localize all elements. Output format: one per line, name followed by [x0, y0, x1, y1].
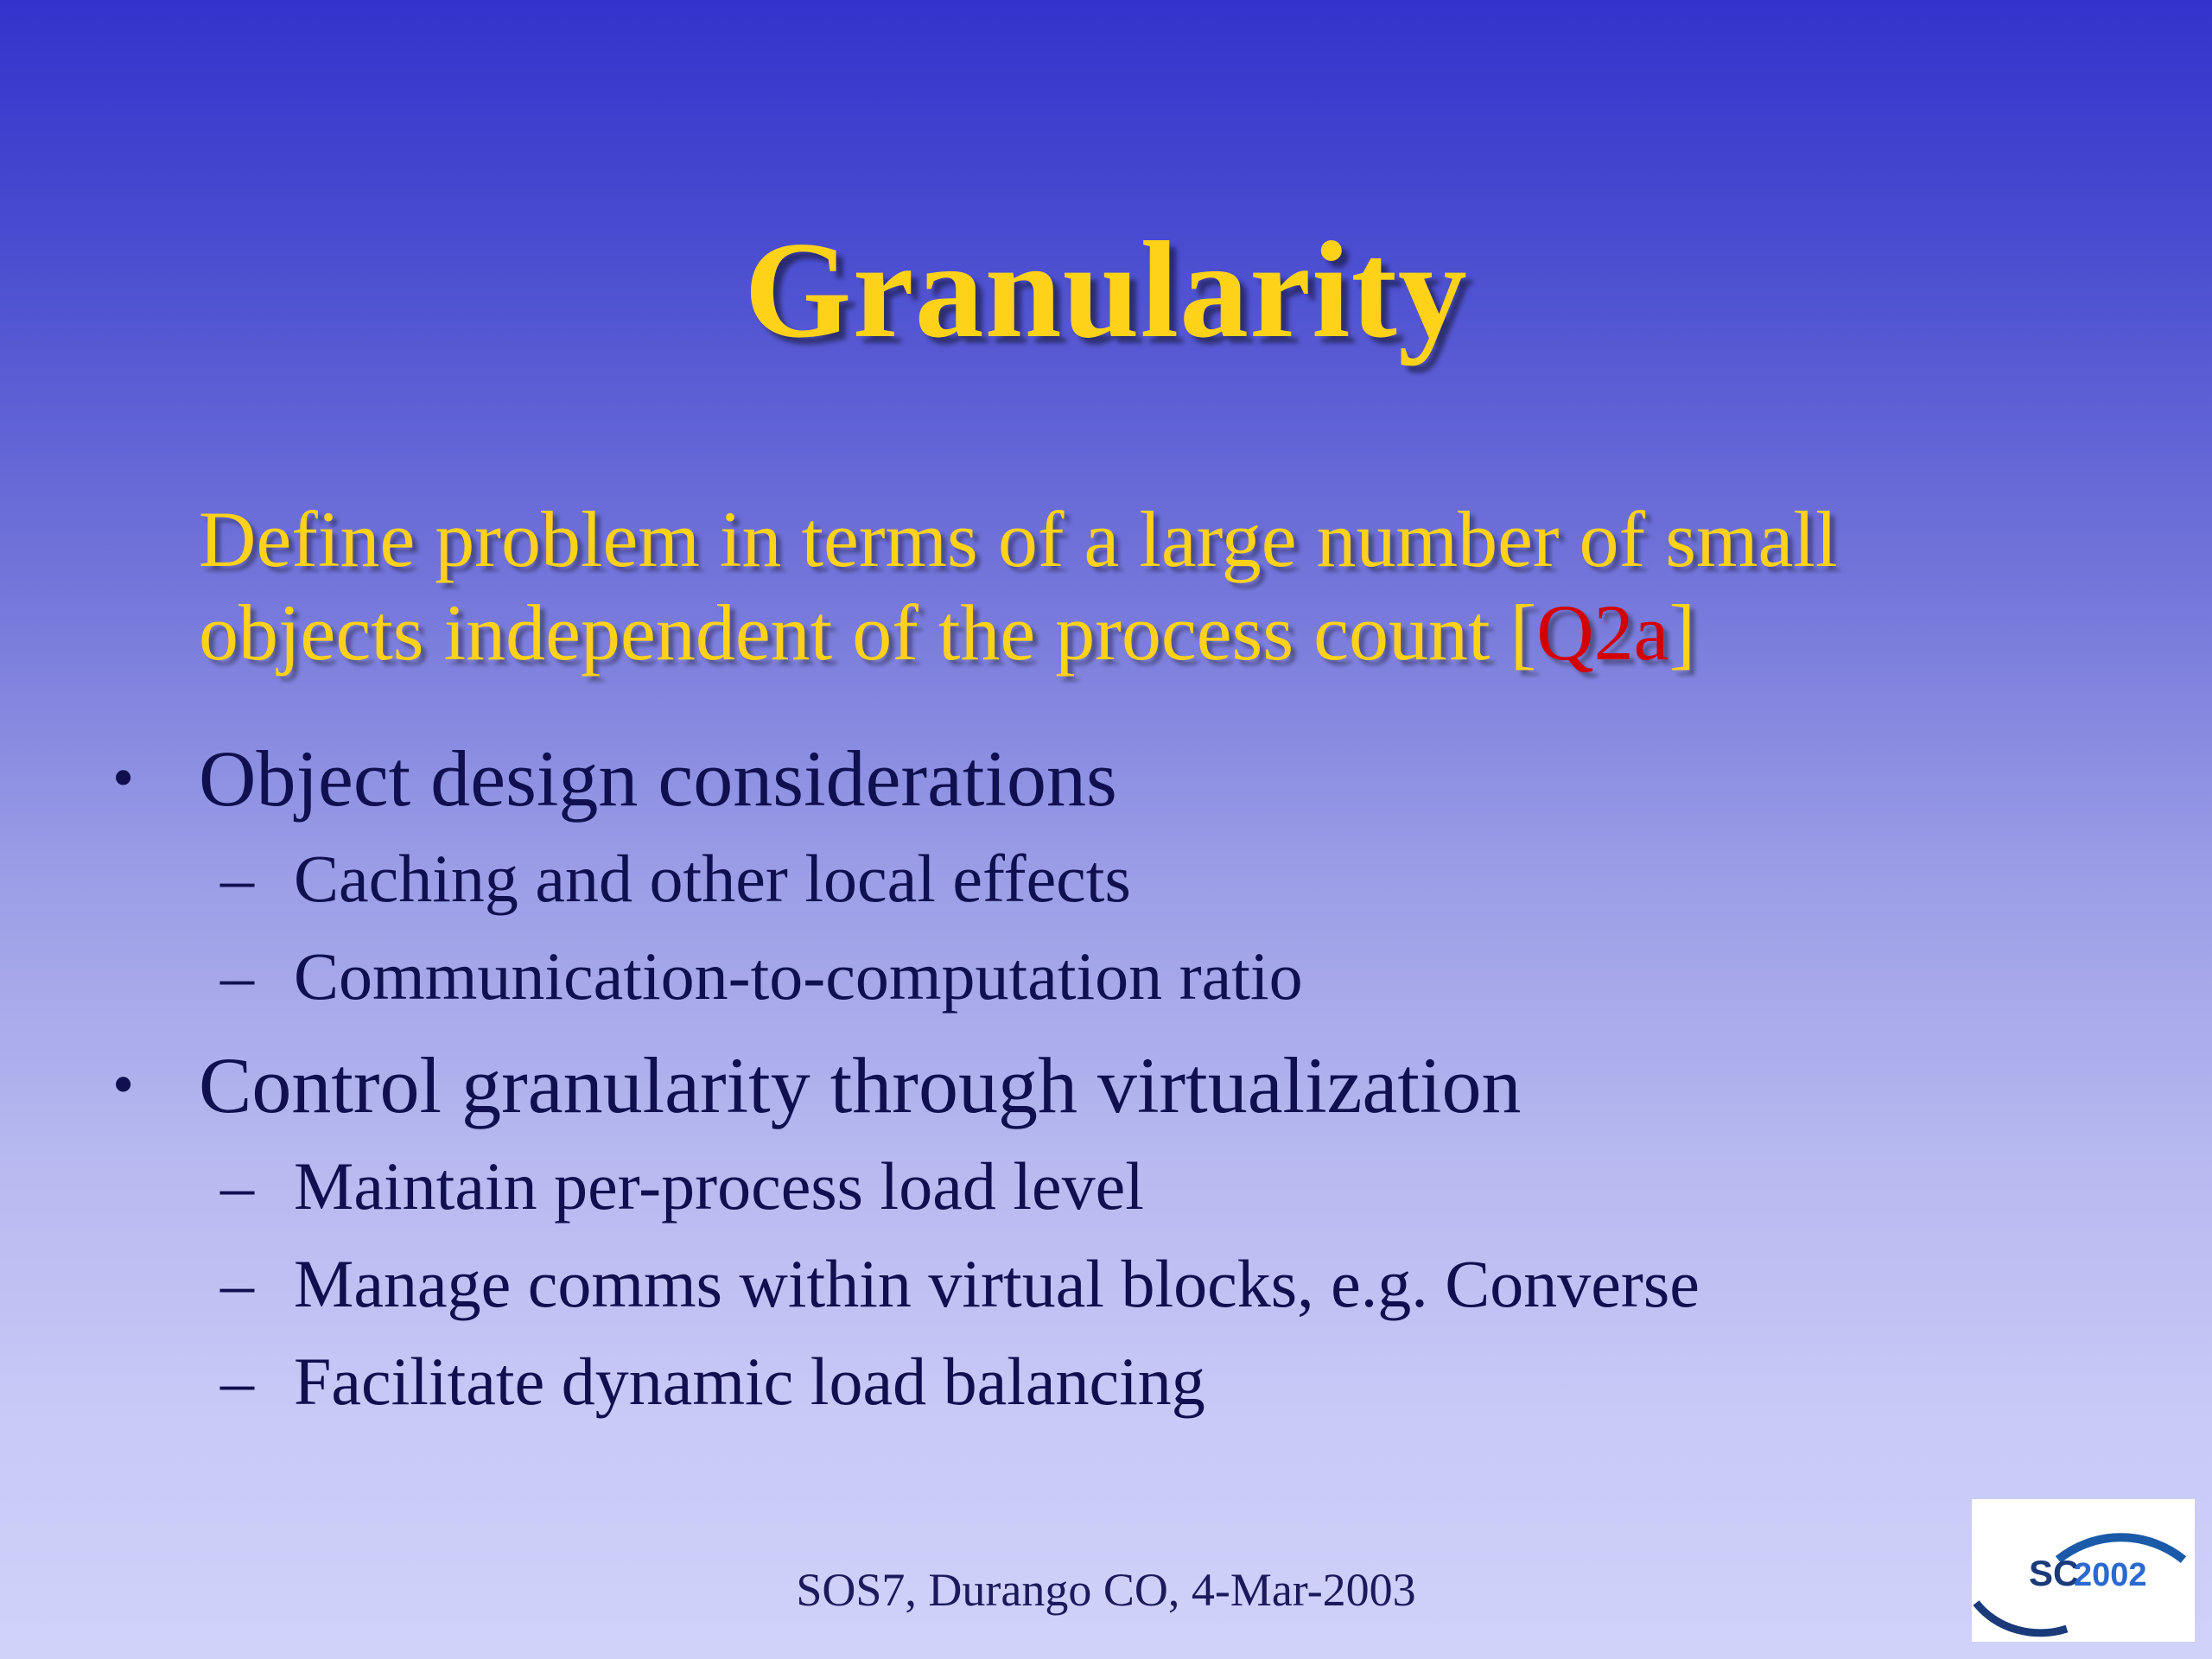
logo-year: 2002 [2074, 1557, 2147, 1593]
slide-title: Granularity [744, 213, 1468, 366]
sub-bullet-text: Facilitate dynamic load balancing [294, 1344, 1205, 1419]
bullet-mark: • [112, 1050, 135, 1119]
sub-bullet-item [220, 1245, 1700, 1323]
sub-bullet-text: Manage comms within virtual blocks, e.g. Converse [294, 1246, 1700, 1321]
dash-mark: – [220, 1148, 254, 1224]
logo-arc-bottom [1976, 1603, 2067, 1633]
bullet-item [112, 734, 1117, 822]
dash-mark: – [220, 938, 254, 1014]
sc2002-logo-graphic [1972, 1499, 2195, 1642]
sc2002-logo [1972, 1499, 2195, 1642]
bullet-text: Object design considerations [199, 734, 1117, 823]
sub-bullet-item [220, 1343, 1205, 1421]
bullet-mark: • [112, 743, 135, 812]
bullet-item [112, 1041, 1521, 1128]
sub-bullet-text: Caching and other local effects [294, 841, 1131, 916]
sub-bullet-text: Communication-to-computation ratio [294, 938, 1303, 1014]
intro-text: Define problem in terms of a large number of small objects independent of the process count [199, 495, 1838, 677]
bullet-text: Control granularity through virtualization [199, 1041, 1522, 1129]
slide-footer: SOS7, Durango CO, 4-Mar-2003 [796, 1564, 1416, 1616]
intro-statement [199, 493, 2056, 679]
dash-mark: – [220, 841, 254, 916]
ref-close: ] [1669, 588, 1696, 677]
dash-mark: – [220, 1246, 254, 1321]
ref-key: Q2a [1536, 588, 1669, 677]
sub-bullet-item [220, 1147, 1144, 1225]
ref-open: [ [1510, 588, 1537, 677]
dash-mark: – [220, 1344, 254, 1419]
sub-bullet-item [220, 840, 1131, 918]
sub-bullet-text: Maintain per-process load level [294, 1148, 1144, 1224]
sub-bullet-item [220, 938, 1303, 1015]
logo-prefix: SC [2029, 1553, 2080, 1593]
